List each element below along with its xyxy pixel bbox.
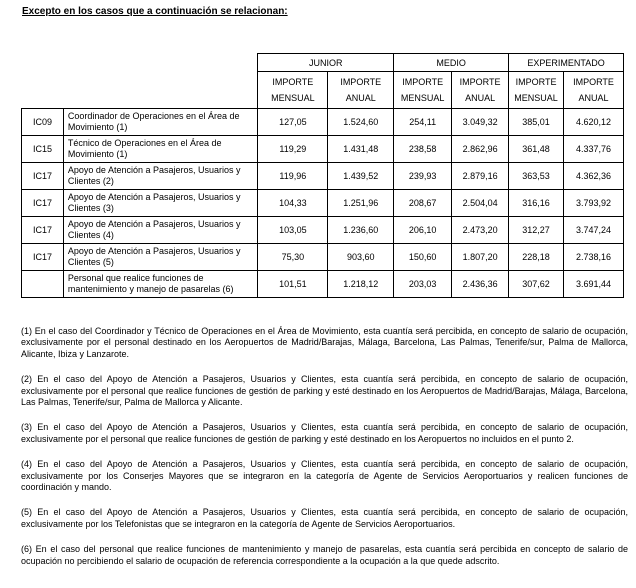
category-code: IC15 [22, 136, 64, 163]
category-code: IC17 [22, 163, 64, 190]
amount-cell: 385,01 [509, 109, 564, 136]
amount-cell: 1.807,20 [452, 244, 509, 271]
table-row [22, 271, 624, 298]
amount-cell: 2.879,16 [452, 163, 509, 190]
table-row [22, 109, 624, 136]
footnote: (2) En el caso del Apoyo de Atención a Pasajeros, Usuarios y Clientes, esta cuantía será percibida, en concepto de salario de ocupación, exclusivamente por el personal que realice funciones de gestión de parking y esté destinado en los Aeropuertos de Madrid/Barajas, Málaga, Barcelona, Las Palmas, Tenerife/sur, Palma de Mallorca y Alicante. [21, 374, 628, 408]
category-description: Apoyo de Atención a Pasajeros, Usuarios y Clientes (5) [63, 244, 257, 271]
amount-cell: 238,58 [394, 136, 452, 163]
amount-cell: 2.862,96 [452, 136, 509, 163]
amount-cell: 239,93 [394, 163, 452, 190]
amount-cell: 103,05 [258, 217, 328, 244]
group-junior: JUNIOR [258, 54, 394, 72]
amount-cell: 206,10 [394, 217, 452, 244]
category-description: Coordinador de Operaciones en el Área de Movimiento (1) [63, 109, 257, 136]
amount-cell: 101,51 [258, 271, 328, 298]
amount-cell: 150,60 [394, 244, 452, 271]
amount-cell: 127,05 [258, 109, 328, 136]
footnote: (4) En el caso del Apoyo de Atención a Pasajeros, Usuarios y Clientes, esta cuantía será percibida, en concepto de salario de ocupación, exclusivamente por los Conserjes Mayores que se integraron en la categoría de Agente de Servicios Aeroportuarios y realicen funciones de coordinación y mando. [21, 459, 628, 493]
amount-cell: 104,33 [258, 190, 328, 217]
amount-cell: 312,27 [509, 217, 564, 244]
table-row [22, 163, 624, 190]
category-description: Apoyo de Atención a Pasajeros, Usuarios y Clientes (2) [63, 163, 257, 190]
amount-cell: 1.431,48 [328, 136, 394, 163]
group-header-row [22, 54, 624, 72]
amount-cell: 3.691,44 [564, 271, 624, 298]
category-description: Técnico de Operaciones en el Área de Movimiento (1) [63, 136, 257, 163]
footnote: (6) En el caso del personal que realice funciones de mantenimiento y manejo de pasarelas, esta cuantía será percibida en concepto de salario de ocupación no percibiendo el salario de ocupación de referencia correspondiente a la ocupación a la que quede adscrito. [21, 544, 628, 566]
category-description: Personal que realice funciones de mantenimiento y manejo de pasarelas (6) [63, 271, 257, 298]
amount-cell: 119,29 [258, 136, 328, 163]
amount-cell: 228,18 [509, 244, 564, 271]
category-code [22, 271, 64, 298]
section-heading: Excepto en los casos que a continuación se relacionan: [22, 6, 288, 17]
col-header: IMPORTE MENSUAL [509, 72, 564, 109]
blank-corner-2 [22, 72, 258, 109]
col-header: IMPORTE MENSUAL [394, 72, 452, 109]
amount-cell: 363,53 [509, 163, 564, 190]
category-description: Apoyo de Atención a Pasajeros, Usuarios y Clientes (3) [63, 190, 257, 217]
amount-cell: 903,60 [328, 244, 394, 271]
amount-cell: 1.236,60 [328, 217, 394, 244]
footnote: (1) En el caso del Coordinador y Técnico de Operaciones en el Área de Movimiento, esta cuantía será percibida, en concepto de salario de ocupación, exclusivamente por el personal destinado en los Aeropuertos de Madrid/Barajas, Málaga, Barcelona, Las Palmas, Tenerife/sur, Palma de Mallorca, Alicante, Ibiza y Lanzarote. [21, 326, 628, 359]
col-header: IMPORTE ANUAL [452, 72, 509, 109]
amount-cell: 1.439,52 [328, 163, 394, 190]
category-code: IC17 [22, 244, 64, 271]
amount-cell: 254,11 [394, 109, 452, 136]
group-medio: MEDIO [394, 54, 509, 72]
amount-cell: 203,03 [394, 271, 452, 298]
col-header: IMPORTE MENSUAL [258, 72, 328, 109]
category-code: IC09 [22, 109, 64, 136]
amount-cell: 3.049,32 [452, 109, 509, 136]
table-row [22, 217, 624, 244]
amount-cell: 3.747,24 [564, 217, 624, 244]
col-header: IMPORTE ANUAL [328, 72, 394, 109]
amount-cell: 2.738,16 [564, 244, 624, 271]
blank-corner [22, 54, 258, 72]
table-row [22, 136, 624, 163]
amount-cell: 2.504,04 [452, 190, 509, 217]
amount-cell: 4.362,36 [564, 163, 624, 190]
amount-cell: 316,16 [509, 190, 564, 217]
category-code: IC17 [22, 217, 64, 244]
amount-cell: 3.793,92 [564, 190, 624, 217]
amount-cell: 119,96 [258, 163, 328, 190]
amount-cell: 208,67 [394, 190, 452, 217]
amount-cell: 307,62 [509, 271, 564, 298]
amount-cell: 4.337,76 [564, 136, 624, 163]
amount-cell: 2.436,36 [452, 271, 509, 298]
category-description: Apoyo de Atención a Pasajeros, Usuarios y Clientes (4) [63, 217, 257, 244]
amount-cell: 4.620,12 [564, 109, 624, 136]
col-header: IMPORTE ANUAL [564, 72, 624, 109]
amount-cell: 361,48 [509, 136, 564, 163]
amount-cell: 75,30 [258, 244, 328, 271]
table-row [22, 190, 624, 217]
footnote: (5) En el caso del Apoyo de Atención a Pasajeros, Usuarios y Clientes, esta cuantía será percibida, en concepto de salario de ocupación, exclusivamente por los Telefonistas que se integraron en la categoría de Agente de Servicios Aeroportuarios. [21, 507, 628, 529]
amount-cell: 1.524,60 [328, 109, 394, 136]
amount-cell: 1.218,12 [328, 271, 394, 298]
table-body [22, 109, 624, 298]
category-code: IC17 [22, 190, 64, 217]
footnote: (3) En el caso del Apoyo de Atención a Pasajeros, Usuarios y Clientes, esta cuantía será percibida, en concepto de salario de ocupación, exclusivamente por el personal que realice funciones de gestión de parking y esté destinado en los Aeropuertos no incluidos en el punto 2. [21, 422, 628, 444]
salary-table [21, 53, 624, 298]
footnotes [21, 326, 628, 581]
group-experimentado: EXPERIMENTADO [509, 54, 624, 72]
table-row [22, 244, 624, 271]
amount-cell: 1.251,96 [328, 190, 394, 217]
sub-header-row [22, 72, 624, 109]
amount-cell: 2.473,20 [452, 217, 509, 244]
